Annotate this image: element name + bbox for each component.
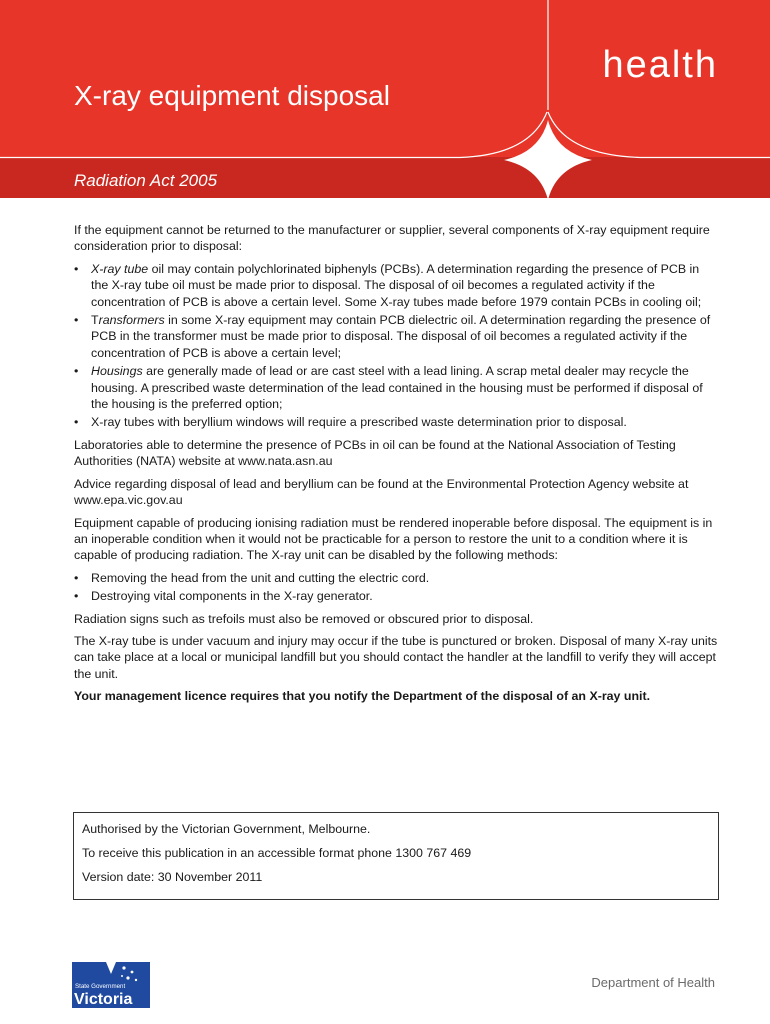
logo-state-government: State Government bbox=[75, 983, 126, 990]
victoria-government-logo bbox=[72, 962, 150, 1008]
page-title: X-ray equipment disposal bbox=[74, 80, 390, 111]
intro-paragraph: If the equipment cannot be returned to the manufacturer or supplier, several components of X-ray equipment require consideration prior to disposal: bbox=[74, 223, 710, 254]
item-text: in some X-ray equipment may contain PCB dielectric oil. A determination regarding the presence of PCB in the transformer must be made prior to disposal. The disposal of oil becomes a regulated activity if the concentration of PCB is above a certain level; bbox=[91, 313, 711, 360]
logo-victoria: Victoria bbox=[74, 991, 133, 1008]
authorisation-box bbox=[73, 812, 719, 900]
department-name: Department of Health bbox=[591, 975, 715, 990]
header-banner bbox=[0, 0, 770, 198]
inoperable-paragraph: Equipment capable of producing ionising radiation must be rendered inoperable before disposal. The equipment is in an inoperable condition when it would not be practicable for a person to restore the unit to a condition where it is capable of producing radiation. The X-ray unit can be disabled by the following methods: bbox=[74, 515, 713, 563]
accessible-format-text: To receive this publication in an accessible format phone 1300 767 469 bbox=[82, 846, 472, 860]
signs-paragraph: Radiation signs such as trefoils must also be removed or obscured prior to disposal. bbox=[74, 611, 534, 626]
term-xray-tube: X-ray tube bbox=[91, 261, 149, 276]
term-prefix: T bbox=[91, 313, 99, 328]
nata-paragraph: Laboratories able to determine the presence of PCBs in oil can be found at the National Association of Testing Authorities (NATA) website at www.nata.asn.au bbox=[74, 437, 676, 469]
methods-list bbox=[74, 570, 719, 605]
authorised-text: Authorised by the Victorian Government, Melbourne. bbox=[82, 822, 371, 836]
list-item: • Removing the head from the unit and cutting the electric cord. bbox=[74, 570, 719, 586]
component-list bbox=[74, 261, 719, 431]
item-text: are generally made of lead or are cast steel with a lead lining. A scrap metal dealer may recycle the housing. A prescribed waste determination of the lead contained in the housing must be performed if disposal of the housing is the preferred option; bbox=[91, 364, 703, 412]
licence-note: Your management licence requires that you notify the Department of the disposal of an X-ray unit. bbox=[74, 689, 651, 704]
item-text: X-ray tubes with beryllium windows will require a prescribed waste determination prior to disposal. bbox=[91, 415, 627, 430]
page-subtitle: Radiation Act 2005 bbox=[74, 171, 218, 190]
epa-paragraph: Advice regarding disposal of lead and beryllium can be found at the Environmental Protection Agency website at www.epa.vic.gov.au bbox=[74, 476, 689, 508]
list-item bbox=[74, 261, 719, 310]
list-item bbox=[74, 414, 719, 430]
list-item bbox=[74, 363, 719, 412]
list-item bbox=[74, 312, 719, 361]
brand-health: health bbox=[602, 44, 718, 86]
vacuum-paragraph: The X-ray tube is under vacuum and injury may occur if the tube is punctured or broken. Disposal of many X-ray units can take place at a local or municipal landfill but you should contact the handler at the landfill to verify they will accept the unit. bbox=[74, 633, 718, 681]
list-item: • Destroying vital components in the X-ray generator. bbox=[74, 588, 719, 604]
term-housings: Housings bbox=[91, 364, 143, 379]
version-date: Version date: 30 November 2011 bbox=[82, 870, 263, 884]
term-transformers: ransformers bbox=[98, 313, 165, 328]
document-body bbox=[74, 222, 719, 711]
item-text: oil may contain polychlorinated biphenyls (PCBs). A determination regarding the presence of PCB in the X-ray tube oil must be made prior to disposal. The disposal of oil becomes a regulated activity if the concentration of PCB is above a certain level. Some X-ray tubes made before 1979 contain PCBs in cooling oil; bbox=[91, 261, 702, 309]
